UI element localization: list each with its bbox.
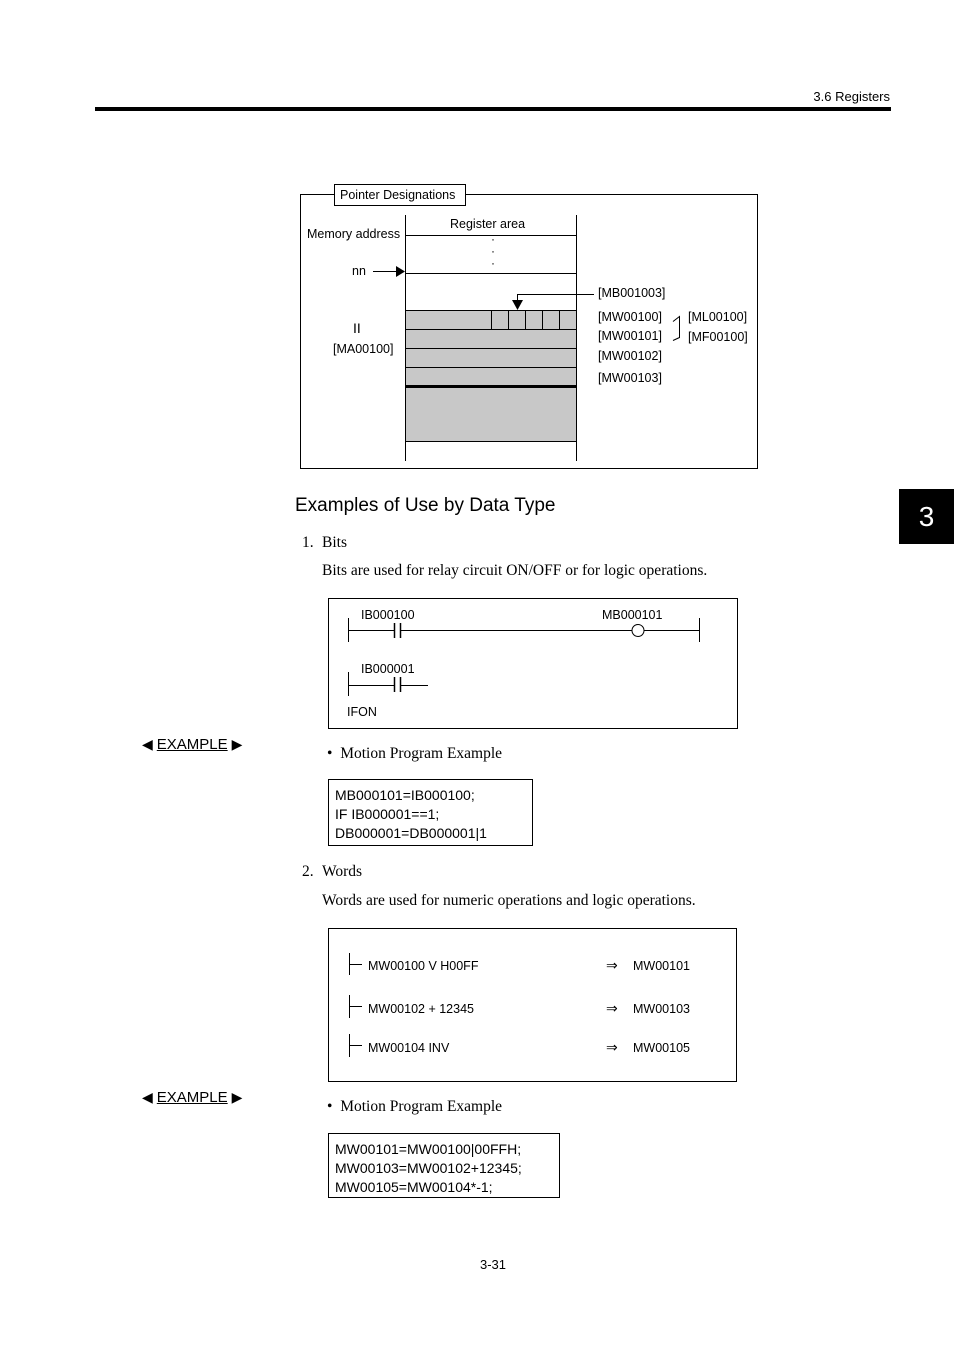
bullet-icon: • xyxy=(327,745,333,762)
example-label: EXAMPLE xyxy=(156,736,228,753)
item-title-words: Words xyxy=(322,863,363,880)
instruction-expr: MW00100 V H00FF xyxy=(368,959,479,973)
section-heading: Examples of Use by Data Type xyxy=(295,495,556,516)
contact-label: IB000001 xyxy=(361,662,415,676)
code-line: MW00103=MW00102+12345; xyxy=(335,1160,522,1176)
contact-label: IB000100 xyxy=(361,608,415,622)
triangle-left-icon: ◀ xyxy=(142,1089,153,1105)
register-row-mw00101 xyxy=(406,330,577,349)
mb-pointer-head xyxy=(512,300,523,310)
mw-label: [MW00103] xyxy=(598,371,662,385)
nn-label: nn xyxy=(352,264,366,278)
equals-symbol: II xyxy=(353,320,361,336)
triangle-right-icon: ▶ xyxy=(231,1089,243,1105)
chapter-tab: 3 xyxy=(899,489,954,544)
triangle-left-icon: ◀ xyxy=(142,736,153,752)
instruction-dest: MW00105 xyxy=(633,1041,690,1055)
instruction-dest: MW00101 xyxy=(633,959,690,973)
instruction-expr: MW00102 + 12345 xyxy=(368,1002,474,1016)
ellipsis-dot: · xyxy=(491,232,495,246)
mb-label: [MB001003] xyxy=(598,286,666,300)
ml-label: [ML00100] xyxy=(688,310,748,324)
mw-label: [MW00100] xyxy=(598,310,662,324)
register-row-mw00102 xyxy=(406,349,577,368)
bullet-item xyxy=(327,1098,502,1116)
arrow-icon: ⇒ xyxy=(606,1000,618,1016)
code-line: IF IB000001==1; xyxy=(335,806,440,822)
instruction-expr: MW00104 INV xyxy=(368,1041,450,1055)
instruction-dest: MW00103 xyxy=(633,1002,690,1016)
mw-label: [MW00102] xyxy=(598,349,662,363)
code-line: MB000101=IB000100; xyxy=(335,787,475,803)
mf-label: [MF00100] xyxy=(688,330,748,344)
code-box-bits xyxy=(328,779,533,846)
example-marker xyxy=(142,736,242,753)
bullet-text: Motion Program Example xyxy=(340,1098,503,1115)
example-marker xyxy=(142,1089,242,1106)
bullet-icon: • xyxy=(327,1098,333,1115)
pointer-diagram-title: Pointer Designations xyxy=(340,188,456,202)
register-area-label: Register area xyxy=(450,217,526,231)
item-title-bits: Bits xyxy=(322,534,347,551)
code-box-words xyxy=(328,1133,560,1198)
coil-label: MB000101 xyxy=(602,608,663,622)
words-ladder-diagram xyxy=(0,920,954,1090)
words-description: Words are used for numeric operations and logic operations. xyxy=(322,892,696,909)
branch-label: IFON xyxy=(347,705,377,719)
memory-address-label: Memory address xyxy=(307,227,401,241)
running-header: 3.6 Registers xyxy=(813,89,890,104)
triangle-right-icon: ▶ xyxy=(231,736,243,752)
mw-label: [MW00101] xyxy=(598,329,662,343)
register-row-mw00103 xyxy=(406,368,577,386)
bits-ladder-diagram xyxy=(0,590,954,735)
arrow-icon: ⇒ xyxy=(606,957,618,973)
code-line: MW00105=MW00104*-1; xyxy=(335,1179,493,1195)
nn-arrow-head xyxy=(396,266,405,277)
item-number: 1. xyxy=(302,534,314,551)
example-label: EXAMPLE xyxy=(156,1089,228,1106)
bits-description: Bits are used for relay circuit ON/OFF or for logic operations. xyxy=(322,562,708,579)
ma-label: [MA00100] xyxy=(333,342,394,356)
register-block-remaining xyxy=(406,388,577,442)
ml-mf-bracket xyxy=(673,317,680,341)
bullet-text: Motion Program Example xyxy=(340,745,503,762)
item-number: 2. xyxy=(302,863,314,880)
mb-pointer-line xyxy=(518,295,595,303)
ellipsis-dot: · xyxy=(491,256,495,270)
arrow-icon: ⇒ xyxy=(606,1039,618,1055)
code-line: MW00101=MW00100|00FFH; xyxy=(335,1141,522,1157)
ellipsis-dot: · xyxy=(491,244,495,258)
page-number: 3-31 xyxy=(480,1257,507,1272)
code-line: DB000001=DB000001|1 xyxy=(335,825,487,841)
coil-mb000101 xyxy=(632,625,644,637)
pointer-diagram xyxy=(0,0,954,480)
bullet-item xyxy=(327,745,502,763)
